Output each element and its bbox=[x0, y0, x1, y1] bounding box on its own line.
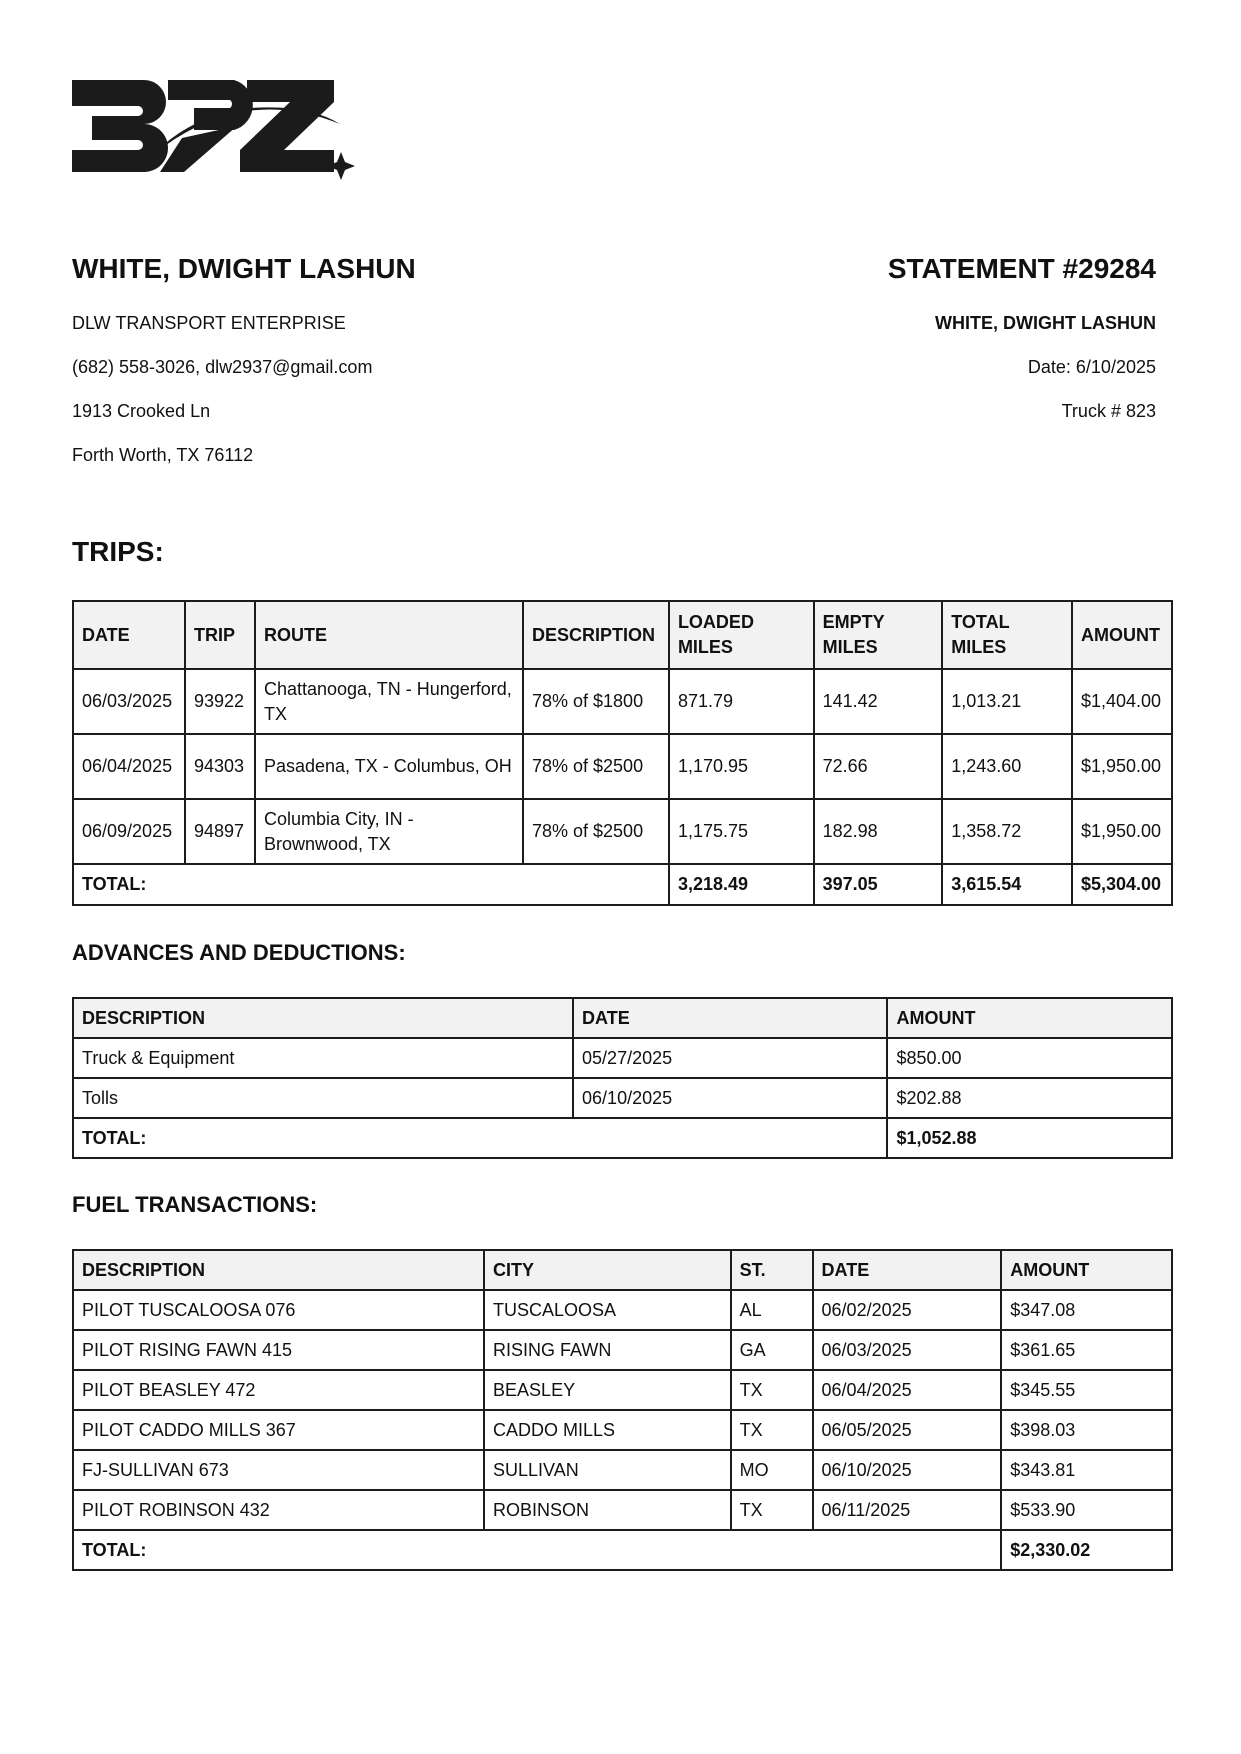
cell-description: PILOT TUSCALOOSA 076 bbox=[73, 1290, 484, 1330]
statement-truck-number: Truck # 823 bbox=[1061, 401, 1156, 421]
cell-amount: $347.08 bbox=[1001, 1290, 1172, 1330]
cell-trip: 93922 bbox=[185, 669, 255, 734]
cell-description: PILOT CADDO MILLS 367 bbox=[73, 1410, 484, 1450]
col-header-date: DATE bbox=[813, 1250, 1002, 1290]
total-label: TOTAL: bbox=[73, 864, 669, 905]
col-header-total-miles: TOTAL MILES bbox=[942, 601, 1072, 669]
cell-route: Chattanooga, TN - Hungerford, TX bbox=[255, 669, 523, 734]
cell-amount: $343.81 bbox=[1001, 1450, 1172, 1490]
cell-date: 06/09/2025 bbox=[73, 799, 185, 864]
cell-state: MO bbox=[731, 1450, 813, 1490]
total-amount: $1,052.88 bbox=[887, 1118, 1172, 1158]
cell-description: PILOT ROBINSON 432 bbox=[73, 1490, 484, 1530]
fuel-table bbox=[72, 1249, 1173, 1571]
cell-amount: $1,950.00 bbox=[1072, 799, 1172, 864]
cell-loaded-miles: 1,170.95 bbox=[669, 734, 814, 799]
col-header-description: DESCRIPTION bbox=[73, 1250, 484, 1290]
cell-description: PILOT BEASLEY 472 bbox=[73, 1370, 484, 1410]
brz-logo bbox=[72, 80, 382, 192]
cell-route: Columbia City, IN - Brownwood, TX bbox=[255, 799, 523, 864]
cell-amount: $345.55 bbox=[1001, 1370, 1172, 1410]
cell-trip: 94897 bbox=[185, 799, 255, 864]
cell-route: Pasadena, TX - Columbus, OH bbox=[255, 734, 523, 799]
cell-amount: $398.03 bbox=[1001, 1410, 1172, 1450]
statement-title: STATEMENT #29284 bbox=[887, 253, 1156, 284]
table-row bbox=[73, 734, 1172, 799]
table-row bbox=[73, 1078, 1172, 1118]
cell-city: SULLIVAN bbox=[484, 1450, 731, 1490]
cell-empty-miles: 182.98 bbox=[814, 799, 943, 864]
cell-amount: $1,404.00 bbox=[1072, 669, 1172, 734]
cell-state: AL bbox=[731, 1290, 813, 1330]
statement-driver-name: WHITE, DWIGHT LASHUN bbox=[935, 313, 1156, 333]
cell-loaded-miles: 871.79 bbox=[669, 669, 814, 734]
cell-amount: $361.65 bbox=[1001, 1330, 1172, 1370]
col-header-loaded-miles: LOADED MILES bbox=[669, 601, 814, 669]
driver-address-street: 1913 Crooked Ln bbox=[72, 401, 211, 421]
cell-description: 78% of $1800 bbox=[523, 669, 669, 734]
col-header-route: ROUTE bbox=[255, 601, 523, 669]
table-row bbox=[73, 1450, 1172, 1490]
cell-city: TUSCALOOSA bbox=[484, 1290, 731, 1330]
col-header-description: DESCRIPTION bbox=[73, 998, 573, 1038]
cell-date: 06/02/2025 bbox=[813, 1290, 1002, 1330]
cell-amount: $1,950.00 bbox=[1072, 734, 1172, 799]
driver-address-city: Forth Worth, TX 76112 bbox=[72, 445, 254, 465]
cell-loaded-miles: 1,175.75 bbox=[669, 799, 814, 864]
cell-total-miles: 1,358.72 bbox=[942, 799, 1072, 864]
table-total-row bbox=[73, 1118, 1172, 1158]
table-total-row bbox=[73, 864, 1172, 905]
col-header-description: DESCRIPTION bbox=[523, 601, 669, 669]
col-header-trip: TRIP bbox=[185, 601, 255, 669]
trips-section-title: TRIPS: bbox=[72, 536, 164, 567]
advances-table bbox=[72, 997, 1173, 1159]
cell-date: 05/27/2025 bbox=[573, 1038, 887, 1078]
statement-date: Date: 6/10/2025 bbox=[1027, 357, 1156, 377]
cell-state: TX bbox=[731, 1370, 813, 1410]
table-row bbox=[73, 1410, 1172, 1450]
cell-amount: $850.00 bbox=[887, 1038, 1172, 1078]
cell-description: 78% of $2500 bbox=[523, 734, 669, 799]
total-amount: $2,330.02 bbox=[1001, 1530, 1172, 1570]
driver-contact: (682) 558-3026, dlw2937@gmail.com bbox=[72, 357, 373, 377]
table-row bbox=[73, 1490, 1172, 1530]
fuel-section-title: FUEL TRANSACTIONS: bbox=[72, 1192, 318, 1217]
trips-table bbox=[72, 600, 1173, 906]
cell-state: TX bbox=[731, 1410, 813, 1450]
table-row bbox=[73, 799, 1172, 864]
cell-description: Truck & Equipment bbox=[73, 1038, 573, 1078]
table-row bbox=[73, 1038, 1172, 1078]
cell-city: RISING FAWN bbox=[484, 1330, 731, 1370]
advances-section-title: ADVANCES AND DEDUCTIONS: bbox=[72, 940, 406, 965]
col-header-date: DATE bbox=[73, 601, 185, 669]
table-header-row bbox=[73, 601, 1172, 669]
cell-description: Tolls bbox=[73, 1078, 573, 1118]
table-row bbox=[73, 669, 1172, 734]
total-label: TOTAL: bbox=[73, 1530, 1001, 1570]
table-row bbox=[73, 1330, 1172, 1370]
table-row bbox=[73, 1290, 1172, 1330]
cell-city: BEASLEY bbox=[484, 1370, 731, 1410]
cell-date: 06/04/2025 bbox=[73, 734, 185, 799]
cell-description: FJ-SULLIVAN 673 bbox=[73, 1450, 484, 1490]
total-loaded-miles: 3,218.49 bbox=[669, 864, 814, 905]
col-header-date: DATE bbox=[573, 998, 887, 1038]
total-empty-miles: 397.05 bbox=[814, 864, 943, 905]
cell-trip: 94303 bbox=[185, 734, 255, 799]
cell-amount: $202.88 bbox=[887, 1078, 1172, 1118]
cell-date: 06/04/2025 bbox=[813, 1370, 1002, 1410]
total-label: TOTAL: bbox=[73, 1118, 887, 1158]
col-header-empty-miles: EMPTY MILES bbox=[814, 601, 943, 669]
col-header-city: CITY bbox=[484, 1250, 731, 1290]
col-header-state: ST. bbox=[731, 1250, 813, 1290]
total-amount: $5,304.00 bbox=[1072, 864, 1172, 905]
cell-city: CADDO MILLS bbox=[484, 1410, 731, 1450]
cell-city: ROBINSON bbox=[484, 1490, 731, 1530]
table-total-row bbox=[73, 1530, 1172, 1570]
cell-date: 06/10/2025 bbox=[813, 1450, 1002, 1490]
col-header-amount: AMOUNT bbox=[1001, 1250, 1172, 1290]
cell-state: GA bbox=[731, 1330, 813, 1370]
table-header-row bbox=[73, 998, 1172, 1038]
cell-empty-miles: 141.42 bbox=[814, 669, 943, 734]
cell-date: 06/03/2025 bbox=[813, 1330, 1002, 1370]
driver-name: WHITE, DWIGHT LASHUN bbox=[72, 253, 416, 284]
cell-description: PILOT RISING FAWN 415 bbox=[73, 1330, 484, 1370]
cell-description: 78% of $2500 bbox=[523, 799, 669, 864]
table-row bbox=[73, 1370, 1172, 1410]
cell-empty-miles: 72.66 bbox=[814, 734, 943, 799]
driver-company: DLW TRANSPORT ENTERPRISE bbox=[72, 313, 346, 333]
cell-date: 06/03/2025 bbox=[73, 669, 185, 734]
cell-amount: $533.90 bbox=[1001, 1490, 1172, 1530]
total-miles: 3,615.54 bbox=[942, 864, 1072, 905]
cell-date: 06/11/2025 bbox=[813, 1490, 1002, 1530]
col-header-amount: AMOUNT bbox=[1072, 601, 1172, 669]
cell-date: 06/05/2025 bbox=[813, 1410, 1002, 1450]
col-header-amount: AMOUNT bbox=[887, 998, 1172, 1038]
cell-total-miles: 1,013.21 bbox=[942, 669, 1072, 734]
table-header-row bbox=[73, 1250, 1172, 1290]
cell-total-miles: 1,243.60 bbox=[942, 734, 1072, 799]
cell-state: TX bbox=[731, 1490, 813, 1530]
cell-date: 06/10/2025 bbox=[573, 1078, 887, 1118]
